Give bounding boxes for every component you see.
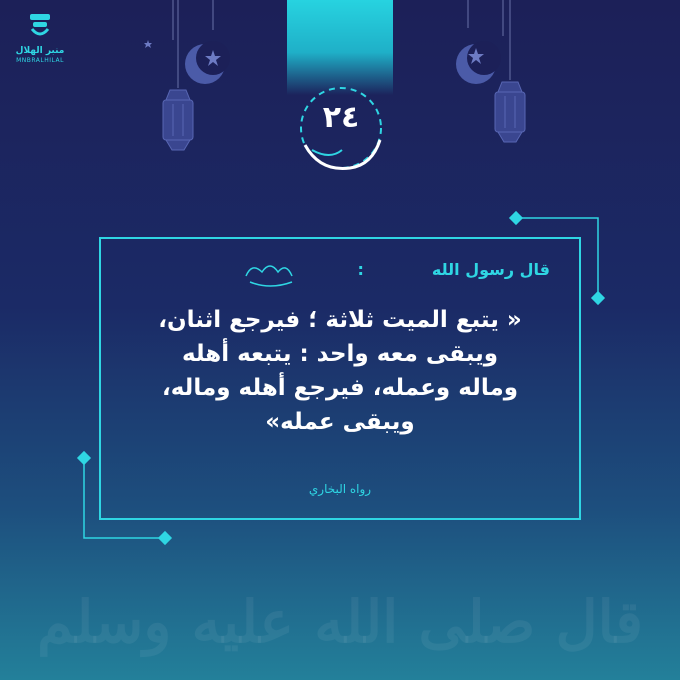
- logo-name-english: MNBRALHILAL: [16, 57, 64, 64]
- crescent-right-icon: [456, 41, 501, 84]
- quote-line: « يتبع الميت ثلاثة ؛ فيرجع اثنان،: [158, 307, 522, 333]
- header-colon: :: [357, 260, 364, 279]
- calligraphy-watermark: قال صلى الله عليه وسلم: [37, 588, 643, 656]
- diamond-icon: [509, 211, 523, 225]
- header-text: قال رسول الله: [431, 260, 550, 279]
- quote-line: ويبقى معه واحد : يتبعه أهله: [181, 341, 499, 367]
- diamond-icon: [77, 451, 91, 465]
- diamond-icon: [591, 291, 605, 305]
- crescent-left-icon: [185, 41, 230, 84]
- lantern-right-icon: [495, 82, 525, 142]
- brand-logo: [12, 12, 68, 64]
- hadith-header: [358, 260, 551, 279]
- minbar-logo-icon: [27, 12, 53, 40]
- narrator-source: رواه البخاري: [308, 482, 372, 496]
- lantern-left-icon: [163, 90, 193, 150]
- hadith-quote: [120, 303, 560, 439]
- logo-name-arabic: منبر الهلال: [15, 46, 65, 56]
- quote-line: ويبقى عمله»: [265, 409, 415, 435]
- ramadan-day-number: ٢٤: [322, 100, 360, 135]
- quote-line: وماله وعمله، فيرجع أهله وماله،: [162, 375, 518, 401]
- diamond-icon: [158, 531, 172, 545]
